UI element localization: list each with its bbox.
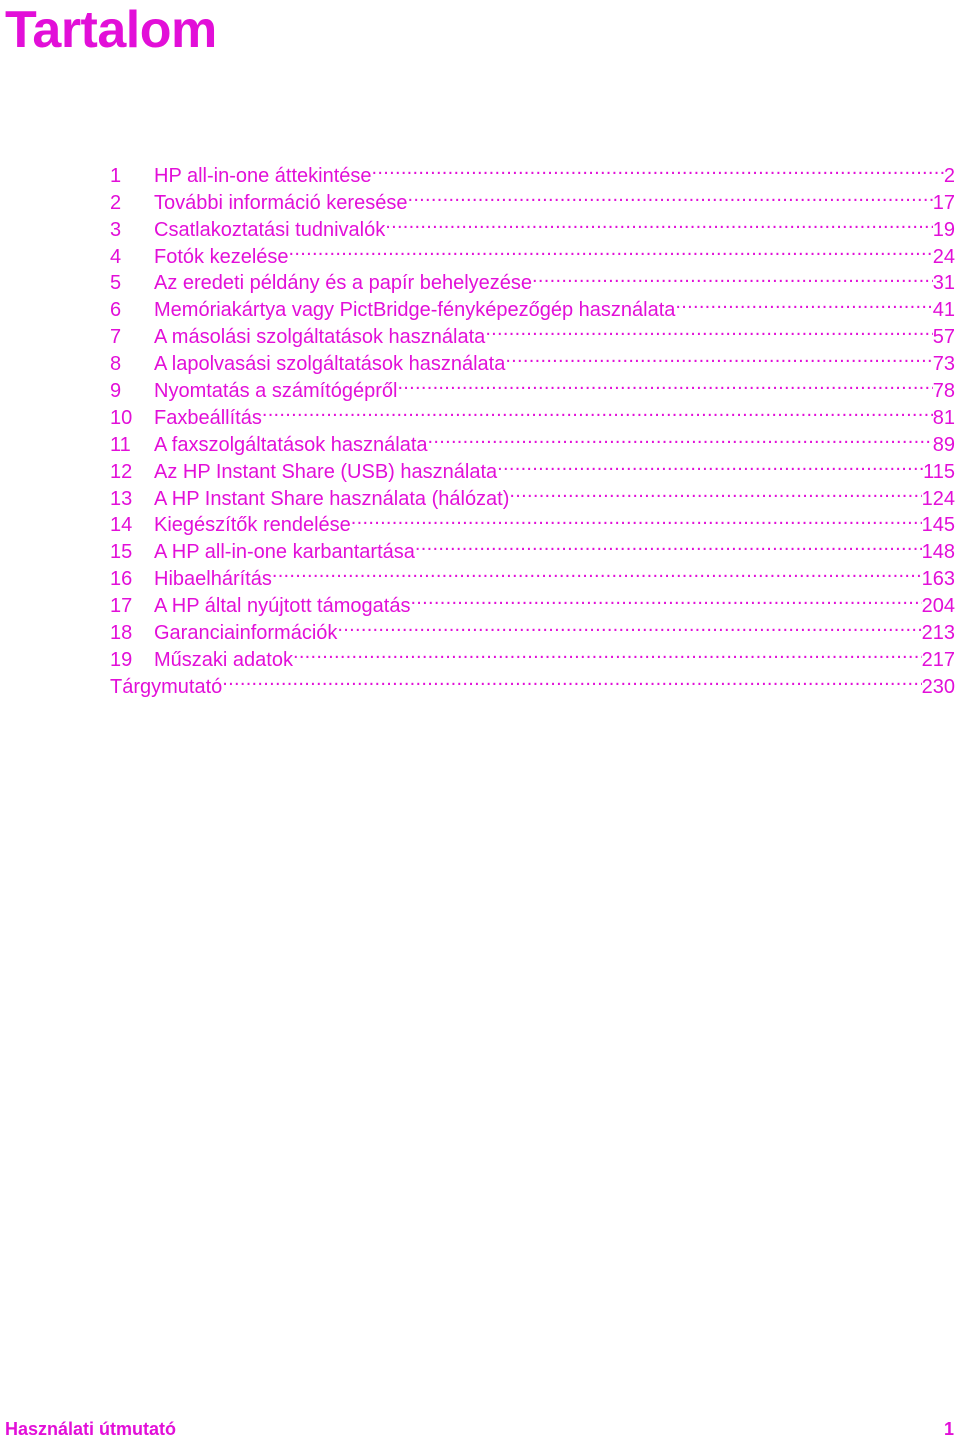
toc-entry-title[interactable]: Fotók kezelése bbox=[154, 245, 289, 268]
toc-dot-leader bbox=[351, 505, 922, 532]
toc-entry-page[interactable]: 19 bbox=[932, 218, 955, 241]
toc-entry-page[interactable]: 2 bbox=[943, 164, 955, 187]
toc-entry-number: 3 bbox=[110, 218, 122, 241]
footer-document-title: Használati útmutató bbox=[5, 1419, 177, 1439]
footer-page-number: 1 bbox=[943, 1419, 954, 1439]
toc-dot-leader bbox=[262, 397, 933, 424]
toc-entry-number: 12 bbox=[110, 460, 133, 483]
toc-dot-leader bbox=[532, 263, 933, 290]
toc-entry-1[interactable] bbox=[110, 155, 955, 187]
toc-dot-leader bbox=[428, 424, 933, 451]
toc-entry-number: 6 bbox=[110, 299, 122, 322]
toc-entry-title[interactable]: Garanciainformációk bbox=[154, 622, 338, 645]
toc-dot-leader bbox=[675, 289, 932, 316]
toc-entry-title[interactable]: A HP all-in-one karbantartása bbox=[154, 541, 415, 564]
toc-entry-number: 1 bbox=[110, 164, 122, 187]
toc-entry-page[interactable]: 17 bbox=[932, 191, 955, 214]
toc-entry-title[interactable]: Az HP Instant Share (USB) használata bbox=[154, 460, 498, 483]
toc-entry-title[interactable]: Memóriakártya vagy PictBridge-fényképezőgép használata bbox=[154, 299, 676, 322]
toc-dot-leader bbox=[505, 343, 932, 370]
toc-entry-page[interactable]: 213 bbox=[921, 622, 955, 645]
toc-dot-leader bbox=[485, 316, 932, 343]
table-of-contents bbox=[110, 155, 955, 698]
toc-entry-number: 19 bbox=[110, 648, 133, 671]
toc-entry-page[interactable]: 41 bbox=[932, 299, 955, 322]
toc-entry-title[interactable]: HP all-in-one áttekintése bbox=[154, 164, 372, 187]
toc-entry-page[interactable]: 78 bbox=[932, 380, 955, 403]
toc-entry-number: 10 bbox=[110, 406, 133, 429]
toc-entry-number: 2 bbox=[110, 191, 122, 214]
page-title: Tartalom bbox=[5, 1, 217, 59]
toc-entry-page[interactable]: 57 bbox=[932, 326, 955, 349]
toc-dot-leader bbox=[407, 182, 932, 209]
toc-entry-title[interactable]: Tárgymutató bbox=[110, 675, 223, 698]
toc-entry-page[interactable]: 145 bbox=[921, 514, 955, 537]
toc-entry-title[interactable]: Csatlakoztatási tudnivalók bbox=[154, 218, 386, 241]
toc-entry-page[interactable]: 24 bbox=[932, 245, 955, 268]
toc-entry-title[interactable]: Az eredeti példány és a papír behelyezése bbox=[154, 272, 533, 295]
toc-entry-page[interactable]: 115 bbox=[923, 460, 955, 483]
toc-entry-number: 11 bbox=[110, 433, 131, 456]
toc-entry-number: 16 bbox=[110, 568, 133, 591]
toc-dot-leader bbox=[272, 558, 922, 585]
page-footer bbox=[5, 1418, 954, 1440]
toc-dot-leader bbox=[497, 451, 923, 478]
toc-entry-title[interactable]: A faxszolgáltatások használata bbox=[154, 433, 428, 456]
toc-entry-page[interactable]: 148 bbox=[921, 541, 955, 564]
toc-dot-leader bbox=[410, 585, 921, 612]
toc-entry-number: 18 bbox=[110, 622, 133, 645]
toc-entry-number: 14 bbox=[110, 514, 133, 537]
toc-entry-title[interactable]: A HP Instant Share használata (hálózat) bbox=[154, 487, 510, 510]
toc-entry-page[interactable]: 81 bbox=[932, 406, 955, 429]
toc-entry-title[interactable]: Hibaelhárítás bbox=[154, 568, 272, 591]
toc-dot-leader bbox=[415, 531, 922, 558]
toc-dot-leader bbox=[385, 209, 933, 236]
toc-entry-title[interactable]: A lapolvasási szolgáltatások használata bbox=[154, 353, 506, 376]
toc-entry-number: 7 bbox=[110, 326, 122, 349]
toc-entry-page[interactable]: 204 bbox=[921, 595, 955, 618]
toc-dot-leader bbox=[293, 639, 922, 666]
toc-entry-index[interactable] bbox=[110, 666, 955, 698]
toc-entry-page[interactable]: 124 bbox=[921, 487, 955, 510]
toc-entry-page[interactable]: 163 bbox=[921, 568, 955, 591]
toc-entry-number: 9 bbox=[110, 380, 122, 403]
toc-entry-number: 5 bbox=[110, 272, 122, 295]
toc-entry-title[interactable]: A HP által nyújtott támogatás bbox=[154, 595, 411, 618]
toc-entry-page[interactable]: 73 bbox=[932, 353, 955, 376]
toc-entry-title[interactable]: Műszaki adatok bbox=[154, 648, 293, 671]
toc-dot-leader bbox=[337, 612, 921, 639]
toc-entry-number: 13 bbox=[110, 487, 133, 510]
toc-entry-title[interactable]: Kiegészítők rendelése bbox=[154, 514, 351, 537]
toc-dot-leader bbox=[289, 236, 933, 263]
toc-dot-leader bbox=[372, 155, 944, 182]
toc-entry-page[interactable]: 89 bbox=[932, 433, 955, 456]
toc-entry-title[interactable]: Faxbeállítás bbox=[154, 406, 262, 429]
toc-entry-page[interactable]: 31 bbox=[932, 272, 955, 295]
toc-entry-number: 15 bbox=[110, 541, 133, 564]
toc-dot-leader bbox=[509, 478, 921, 505]
toc-entry-page[interactable]: 217 bbox=[921, 648, 955, 671]
toc-dot-leader bbox=[397, 370, 932, 397]
toc-entry-title[interactable]: Nyomtatás a számítógépről bbox=[154, 380, 398, 403]
toc-entry-page[interactable]: 230 bbox=[921, 675, 955, 698]
toc-dot-leader bbox=[222, 666, 921, 693]
toc-entry-title[interactable]: A másolási szolgáltatások használata bbox=[154, 326, 486, 349]
toc-entry-number: 8 bbox=[110, 353, 122, 376]
toc-entry-title[interactable]: További információ keresése bbox=[154, 191, 408, 214]
toc-entry-number: 4 bbox=[110, 245, 122, 268]
toc-entry-number: 17 bbox=[110, 595, 133, 618]
